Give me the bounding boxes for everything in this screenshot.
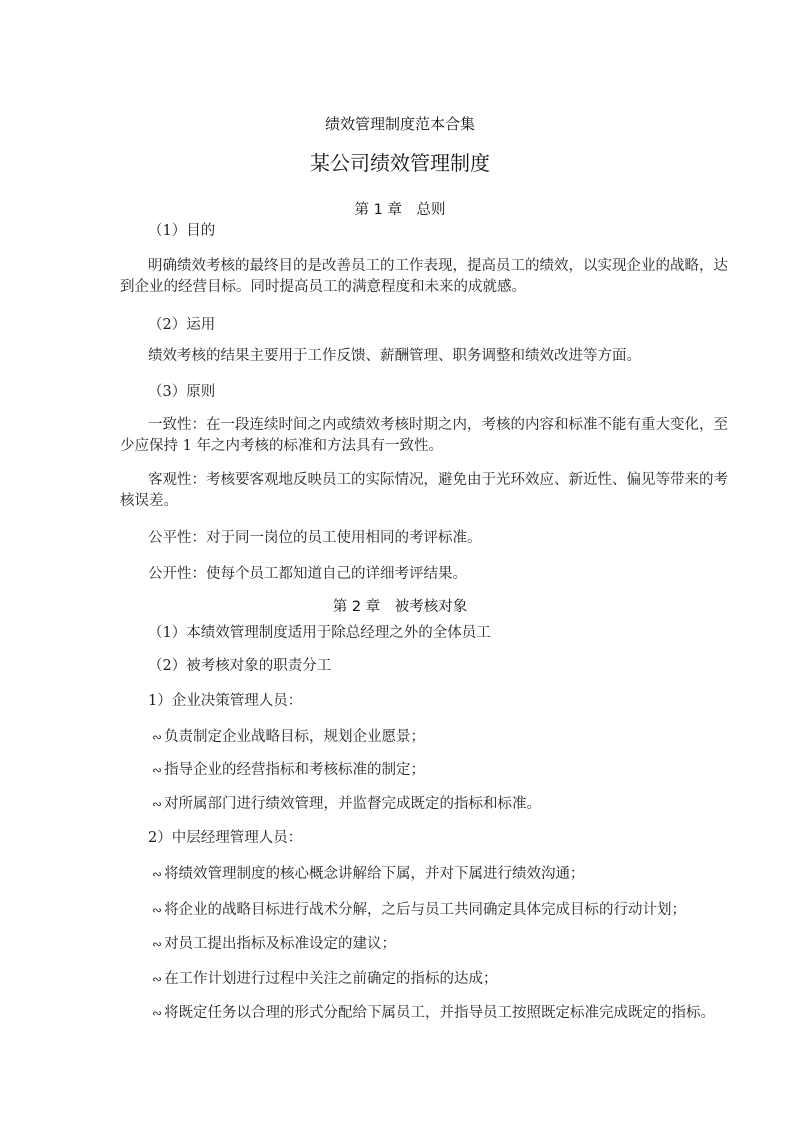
bullet-icon: ∾	[152, 903, 163, 917]
purpose-label: （1）目的	[148, 223, 216, 239]
scope-text: （1）本绩效管理制度适用于除总经理之外的全体员工	[148, 625, 491, 641]
chapter-1-heading: 第 1 章 总则	[354, 202, 446, 218]
group-2-item	[152, 970, 498, 988]
group-2-item	[152, 865, 585, 883]
fairness-text: 公平性：对于同一岗位的员工使用相同的考评标准。	[148, 530, 482, 546]
usage-text: 绩效考核的结果主要用于工作反馈、薪酬管理、职务调整和绩效改进等方面。	[148, 348, 641, 364]
group-2-item-text: 将既定任务以合理的形式分配给下属员工，并指导员工按照既定标准完成既定的指标。	[164, 1005, 716, 1021]
bullet-icon: ∾	[152, 797, 163, 811]
openness-text: 公开性：使每个员工都知道自己的详细考评结果。	[148, 566, 467, 582]
group-1-item	[152, 761, 425, 779]
document-title: 某公司绩效管理制度	[310, 151, 490, 175]
purpose-text-line-2: 到企业的经营目标。同时提高员工的满意程度和未来的成就感。	[120, 279, 526, 295]
bullet-icon: ∾	[152, 730, 163, 744]
objectivity-line-1: 客观性：考核要客观地反映员工的实际情况，避免由于光环效应、新近性、偏见等带来的考	[148, 472, 728, 488]
group-2-item	[152, 1004, 715, 1022]
group-2-item-text: 将企业的战略目标进行战术分解，之后与员工共同确定具体完成目标的行动计划；	[164, 902, 687, 918]
duties-label: （2）被考核对象的职责分工	[148, 658, 332, 674]
purpose-text-line-1: 明确绩效考核的最终目的是改善员工的工作表现，提高员工的绩效，以实现企业的战略，达	[148, 258, 728, 274]
principle-label: （3）原则	[148, 384, 216, 400]
group-2-label: 2）中层经理管理人员：	[148, 830, 303, 846]
group-1-item	[152, 728, 425, 746]
collection-title: 绩效管理制度范本合集	[324, 115, 475, 133]
bullet-icon: ∾	[152, 937, 163, 951]
group-1-item-text: 指导企业的经营指标和考核标准的制定；	[164, 762, 426, 778]
bullet-icon: ∾	[152, 763, 163, 777]
group-2-item	[152, 935, 396, 953]
group-2-item-text: 在工作计划进行过程中关注之前确定的指标的达成；	[164, 971, 498, 987]
usage-label: （2）运用	[148, 317, 216, 333]
group-1-label: 1）企业决策管理人员：	[148, 693, 303, 709]
bullet-icon: ∾	[152, 1006, 163, 1020]
group-2-item	[152, 901, 686, 919]
group-1-item-text: 负责制定企业战略目标，规划企业愿景；	[164, 729, 426, 745]
group-1-item	[152, 795, 541, 813]
objectivity-line-2: 核误差。	[120, 493, 178, 509]
group-2-item-text: 对员工提出指标及标准设定的建议；	[164, 936, 397, 952]
consistency-line-2: 少应保持 1 年之内考核的标准和方法具有一致性。	[120, 438, 443, 454]
chapter-2-heading: 第 2 章 被考核对象	[332, 599, 468, 615]
consistency-line-1: 一致性：在一段连续时间之内或绩效考核时期之内，考核的内容和标准不能有重大变化，至	[148, 417, 728, 433]
bullet-icon: ∾	[152, 972, 163, 986]
bullet-icon: ∾	[152, 867, 163, 881]
group-1-item-text: 对所属部门进行绩效管理，并监督完成既定的指标和标准。	[164, 796, 542, 812]
group-2-item-text: 将绩效管理制度的核心概念讲解给下属，并对下属进行绩效沟通；	[164, 866, 585, 882]
